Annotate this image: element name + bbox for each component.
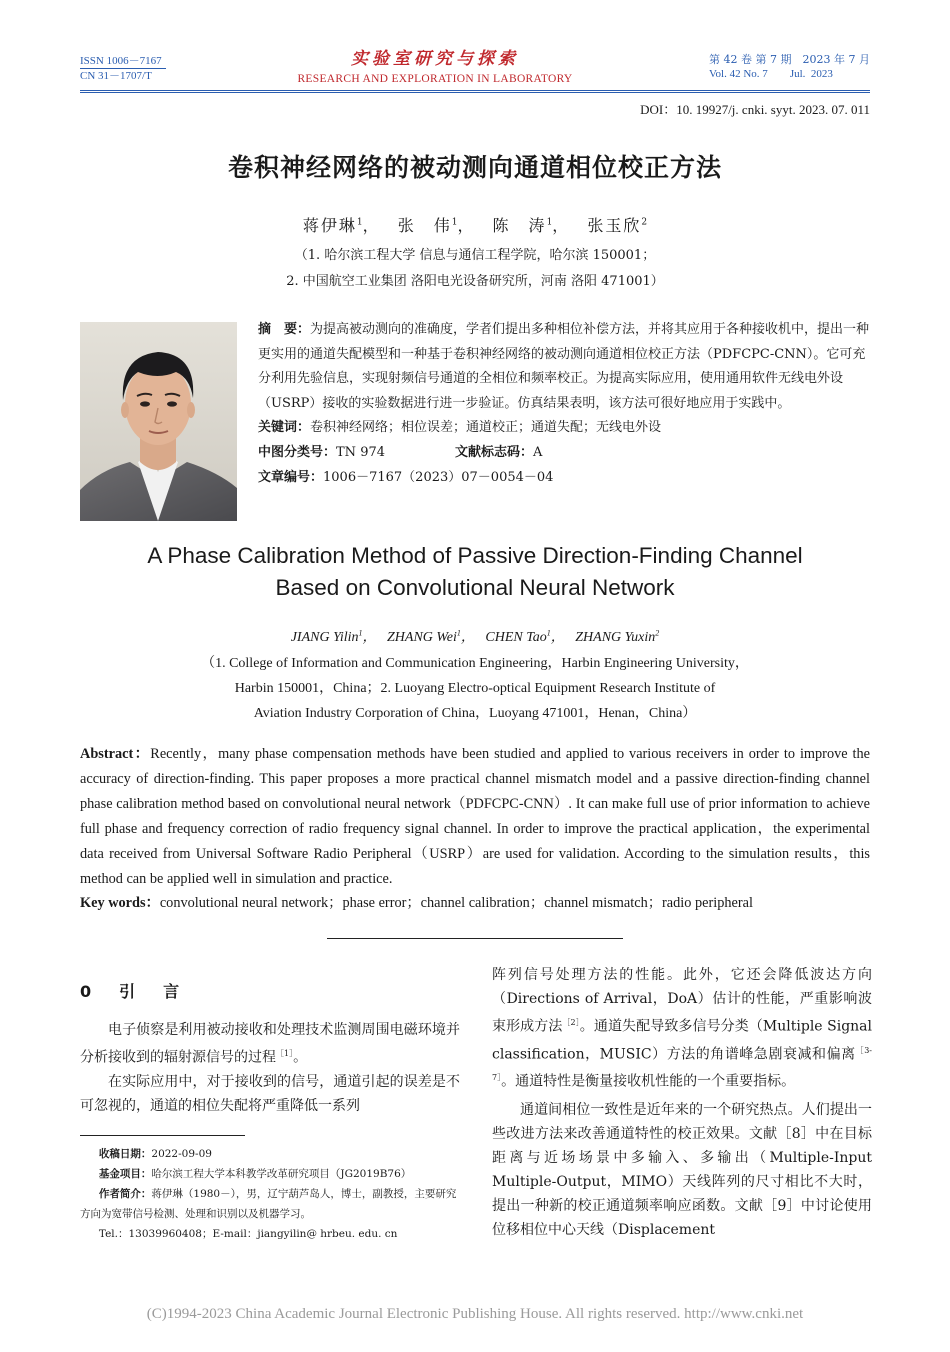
paragraph-text: 。通道失配导致多信号分类（Multiple Signal classification，MUSIC）方法的角谱峰急剧衰减和偏离 — [492, 1018, 872, 1063]
title-en-line: A Phase Calibration Method of Passive Direction-Finding Channel — [147, 543, 803, 568]
title-en-line: Based on Convolutional Neural Network — [275, 575, 675, 600]
author-photo — [80, 322, 237, 521]
footnote-contact: Tel.：13039960408；E-mail：jiangyilin@ hrbeu. edu. cn — [98, 1228, 398, 1240]
clc-value: TN 974 — [336, 444, 386, 460]
paragraph: 通道间相位一致性是近年来的一个研究热点。人们提出一些改进方法来改善通道特性的校正效果。文献［8］中在目标距离与近场场景中多输入、多输出（Multiple-Input Multiple-Output，MIMO）天线阵列的尺寸相比不大时，提出一种新的校正通道频率响应函数。文献［9］中讨论使用位移相位中心天线（Displacement — [492, 1101, 872, 1238]
header-rule-thin — [80, 92, 870, 93]
footnote-label: 收稿日期： — [98, 1148, 152, 1160]
keywords-cn-label: 关键词： — [258, 420, 311, 436]
abstract-divider — [327, 938, 623, 939]
author-name: 张玉欣 — [587, 216, 642, 235]
section-number: 0 — [80, 982, 98, 1001]
abstract-cn-body — [258, 318, 870, 416]
journal-title-en: RESEARCH AND EXPLORATION IN LABORATORY — [297, 73, 573, 85]
doi: DOI：10. 19927/j. cnki. syyt. 2023. 07. 011 — [640, 102, 870, 117]
author-name: 张 伟 — [397, 216, 452, 235]
journal-title-cn: 实验室研究与探索 — [351, 49, 519, 69]
doc-code-value: A — [533, 444, 543, 460]
keywords-cn-text: 卷积神经网络；相位误差；通道校正；通道失配；无线电外设 — [310, 420, 662, 436]
article-title-en — [0, 540, 950, 604]
author-name-en: ZHANG Yuxin — [575, 630, 656, 645]
footnotes — [80, 1144, 460, 1244]
author-affil-mark: 1 — [358, 628, 363, 638]
author-affil-mark: 1 — [451, 217, 458, 228]
date-cn: 2023 年 7 月 — [802, 53, 870, 66]
footnote-value: 2022-09-09 — [151, 1148, 212, 1160]
author-affil-mark: 2 — [655, 628, 660, 638]
author-affil-mark: 1 — [456, 628, 461, 638]
paragraph — [80, 1018, 460, 1070]
volume-cn: 第 42 卷 第 7 期 — [709, 53, 792, 66]
footnote-label: 作者简介： — [98, 1188, 152, 1200]
affiliation-en-line: （1. College of Information and Communication Engineering，Harbin Engineering University， — [201, 656, 749, 671]
citation: ［3-7］ — [492, 1045, 873, 1083]
volume-en: Vol. 42 No. 7 — [709, 68, 768, 80]
keywords-en-label: Key words： — [80, 895, 160, 912]
author-name-en: JIANG Yilin — [290, 630, 359, 645]
section-heading — [80, 980, 460, 1004]
body-left-column — [80, 980, 460, 1118]
classification-line — [258, 441, 870, 466]
body-right-column — [492, 963, 872, 1242]
abstract-cn — [258, 318, 870, 490]
keywords-cn — [258, 416, 870, 441]
author-affil-mark: 1 — [546, 217, 553, 228]
author-name-en: ZHANG Wei — [387, 630, 457, 645]
cn-number: CN 31－1707/T — [80, 70, 152, 82]
author-name: 陈 涛 — [492, 216, 547, 235]
doc-code-label: 文献标志码： — [455, 444, 534, 460]
paragraph-text: 。通道特性是衡量接收机性能的一个重要指标。 — [501, 1073, 796, 1090]
author-list-en: JIANG Yilin$^1$， ZHANG Wei$^1$， CHEN Tao$^1$， ZHANG Yuxin$^2$ — [290, 628, 660, 645]
abstract-cn-text: 为提高被动测向的准确度，学者们提出多种相位补偿方法，并将其应用于各种接收机中，提出一种更实用的通道失配模型和一种基于卷积神经网络的被动测向通道相位校正方法（PDFCPC-CNN）。它可充分利用先验信息，实现射频信号通道的全相位和频率校正。为提高实际应用，使用通用软件无线电外设（USRP）接收的实验数据进行进一步验证。仿真结果表明，该方法可很好地应用于实践中。 — [258, 322, 870, 411]
footnote-fund — [80, 1164, 460, 1184]
paragraph: 在实际应用中，对于接收到的信号，通道引起的误差是不可忽视的，通道的相位失配将严重降低一系列 — [80, 1073, 460, 1114]
date-en: Jul. 2023 — [789, 68, 833, 80]
footnote-rule — [80, 1135, 245, 1136]
author-affil-mark: 2 — [641, 217, 648, 228]
affiliation-cn-line: （1. 哈尔滨工程大学 信息与通信工程学院，哈尔滨 150001； — [294, 248, 656, 263]
author-name-en: CHEN Tao — [485, 630, 547, 645]
citation: ［2］ — [562, 1018, 580, 1027]
keywords-en — [80, 891, 870, 916]
article-no-label: 文章编号： — [258, 469, 324, 485]
issn-block — [80, 54, 166, 83]
abstract-en-label: Abstract： — [80, 746, 151, 762]
paragraph-text: 电子侦察是利用被动接收和处理技术监测周围电磁环境并分析接收到的辐射源信号的过程 — [80, 1022, 460, 1066]
author-portrait-image — [80, 322, 237, 521]
abstract-en-body — [80, 742, 870, 891]
volume-block — [709, 53, 870, 81]
article-no-value: 1006－7167（2023）07－0054－04 — [323, 469, 554, 485]
author-affil-mark: 1 — [546, 628, 551, 638]
footnote-bio — [80, 1184, 460, 1224]
keywords-en-text: convolutional neural network；phase error；channel calibration；channel mismatch；radio peripheral — [159, 895, 753, 912]
affiliation-cn-line: 2. 中国航空工业集团 洛阳电光设备研究所，河南 洛阳 471001） — [286, 274, 664, 289]
affiliation-en-line: Aviation Industry Corporation of China，Luoyang 471001，Henan，China） — [253, 706, 697, 721]
author-affil-mark: 1 — [356, 217, 363, 228]
footnote-value: 蒋伊琳（1980－），男，辽宁葫芦岛人，博士，副教授，主要研究方向为宽带信号检测、处理和识别以及机器学习。 — [80, 1188, 457, 1220]
issn: ISSN 1006－7167 — [80, 55, 162, 67]
abstract-cn-label: 摘 要： — [258, 322, 311, 337]
author-list-cn: 蒋伊琳$^1$， 张 伟$^1$， 陈 涛$^1$， 张玉欣$^2$ — [302, 216, 648, 235]
paragraph-text: 阵列信号处理方法的性能。此外，它还会降低波达方向（Directions of Arrival，DoA）估计的性能，严重影响波束形成方法 — [492, 967, 872, 1035]
author-name: 蒋伊琳 — [302, 216, 357, 235]
article-number-line — [258, 466, 870, 491]
article-title-cn: 卷积神经网络的被动测向通道相位校正方法 — [227, 153, 722, 182]
copyright-footer: (C)1994-2023 China Academic Journal Electronic Publishing House. All rights reserved. http://www.cnki.net — [146, 1306, 804, 1322]
citation: ［1］ — [276, 1049, 294, 1058]
footnote-value: 哈尔滨工程大学本科教学改革研究项目（JG2019B76） — [151, 1168, 412, 1180]
header-rule — [80, 90, 870, 91]
affiliation-en-line: Harbin 150001，China；2. Luoyang Electro-optical Equipment Research Institute of — [234, 681, 716, 696]
abstract-en — [80, 742, 870, 916]
paragraph-text: 。 — [293, 1049, 308, 1066]
abstract-en-text: Recently，many phase compensation methods have been studied and applied to various receivers in order to improve the accuracy of direction-finding. This paper proposes a more practical channel mismatch model and a passive direction-finding channel phase calibration method based on convolutional neural network（PDFCPC-CNN）. It can make full use of prior information to achieve full phase and frequency correction of radio frequency signal channel. In order to improve the practical application，the experimental data received from Universal Software Radio Peripheral（USRP）are used for validation. According to the simulation results，this method can be applied well in simulation and practice. — [80, 746, 871, 887]
footnote-label: 基金项目： — [98, 1168, 152, 1180]
journal-masthead — [270, 44, 600, 85]
section-title: 引 言 — [119, 982, 186, 1001]
footnote-received — [80, 1144, 460, 1164]
clc-label: 中图分类号： — [258, 444, 337, 460]
paragraph — [492, 963, 872, 1094]
